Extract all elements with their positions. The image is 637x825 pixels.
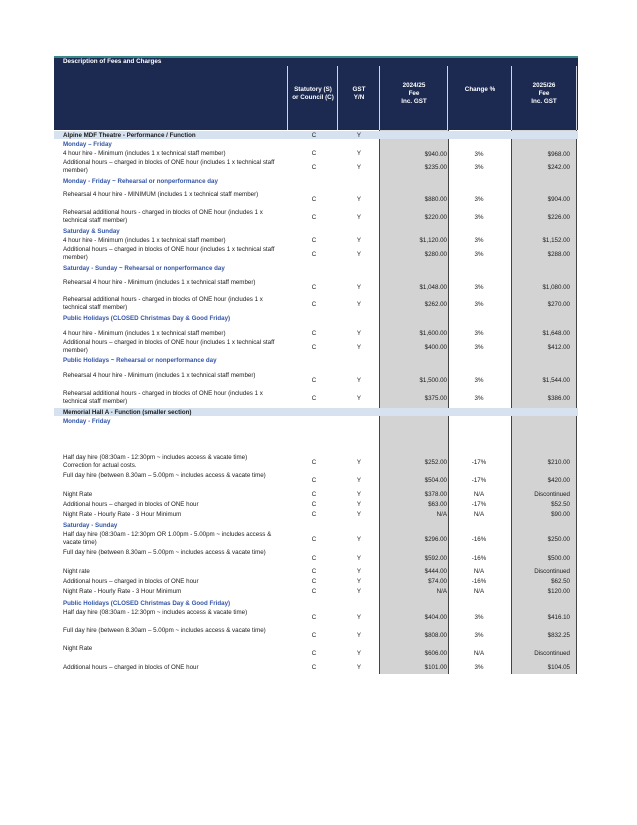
fee-2024-cell: $400.00 [424,344,447,351]
fee-2024-cell: $235.00 [424,164,447,171]
header-separator [576,66,577,130]
statutory-cell: C [311,284,317,291]
header-fee-2024: 2024/25 Fee Inc. GST [401,82,427,105]
subheading: Public Holidays (CLOSED Christmas Day & Good Friday) [63,315,231,322]
change-cell: 3% [474,614,484,621]
gst-cell: Y [356,568,362,575]
fee-2025-cell: $832.25 [547,632,570,639]
fee-2025-cell: $288.00 [547,251,570,258]
change-cell: 3% [474,344,484,351]
fee-2025-cell: $242.00 [547,164,570,171]
description-cell: Night Rate - Hourly Rate - 3 Hour Minimum [63,588,182,595]
statutory-cell: C [311,164,317,171]
fee-2025-cell: $1,152.00 [542,237,570,244]
fee-2024-cell: N/A [436,511,447,518]
gst-cell: Y [356,150,362,157]
subheading: Saturday - Sunday ~ Rehearsal or nonperformance day [63,265,225,272]
fee-2024-cell: $378.00 [424,491,447,498]
fee-2025-cell: $1,080.00 [542,284,570,291]
fee-2024-cell: $504.00 [424,477,447,484]
gst-cell: Y [356,284,362,291]
gst-cell: Y [356,131,362,139]
header-fee-2025: 2025/26 Fee Inc. GST [531,82,557,105]
change-cell: 3% [474,237,484,244]
gst-cell: Y [356,395,362,402]
statutory-cell: C [311,614,317,621]
description-cell: Additional hours – charged in blocks of ONE hour [63,578,199,585]
change-cell: N/A [473,491,485,498]
gst-cell: Y [356,614,362,621]
description-cell: Additional hours – charged in blocks of ONE hour (includes 1 x technical staff member) [63,339,275,354]
section-title: Memorial Hall A - Function (smaller section) [63,408,192,416]
gst-cell: Y [356,650,362,657]
statutory-cell: C [311,491,317,498]
change-cell: 3% [474,284,484,291]
subheading: Saturday & Sunday [63,228,120,235]
change-cell: 3% [474,301,484,308]
fee-2025-cell: Discontinued [534,491,570,498]
description-cell: 4 hour hire - Minimum (includes 1 x technical staff member) [63,150,226,157]
change-cell: N/A [473,511,485,518]
change-cell: -16% [471,578,487,585]
fee-2025-cell: Discontinued [534,568,570,575]
description-cell: Half day hire (08:30am - 12:30pm OR 1.00pm - 5.00pm ~ includes access & vacate time) [63,531,272,546]
fee-2025-cell: $968.00 [547,151,570,158]
statutory-cell: C [311,588,317,595]
gst-cell: Y [356,578,362,585]
description-cell: Rehearsal additional hours - charged in blocks of ONE hour (includes 1 x technical staff member) [63,296,263,311]
statutory-cell: C [311,330,317,337]
fee-2024-cell: $404.00 [424,614,447,621]
statutory-cell: C [311,251,317,258]
description-cell: Rehearsal 4 hour hire - MINIMUM (includes 1 x technical staff member) [63,191,259,198]
subheading: Monday – Friday [63,141,112,148]
fee-2025-cell: $250.00 [547,536,570,543]
statutory-cell: C [311,214,317,221]
change-cell: N/A [473,568,485,575]
change-cell: 3% [474,632,484,639]
gst-cell: Y [356,214,362,221]
change-cell: 3% [474,664,484,671]
fee-2025-cell: $500.00 [547,555,570,562]
statutory-cell: C [311,301,317,308]
subheading: Saturday - Sunday [63,522,118,529]
description-cell: 4 hour hire - Minimum (includes 1 x technical staff member) [63,237,226,244]
fee-2025-cell: $104.05 [547,664,570,671]
description-cell: Additional hours – charged in blocks of ONE hour (includes 1 x technical staff member) [63,246,275,261]
statutory-cell: C [311,568,317,575]
statutory-cell: C [311,501,317,508]
description-cell: Half day hire (08:30am - 12:30pm ~ includes access & vacate time) [63,609,248,616]
description-cell: Half day hire (08:30am - 12:30pm ~ includes access & vacate time) Correction for actual costs. [63,454,248,469]
fee-2024-cell: $444.00 [424,568,447,575]
change-cell: 3% [474,330,484,337]
description-cell: Rehearsal additional hours - charged in blocks of ONE hour (includes 1 x technical staff member) [63,390,263,405]
change-cell: 3% [474,214,484,221]
change-cell: 3% [474,395,484,402]
fee-2024-cell: $606.00 [424,650,447,657]
description-cell: Rehearsal additional hours - charged in blocks of ONE hour (includes 1 x technical staff member) [63,209,263,224]
fee-2025-cell: $120.00 [547,588,570,595]
fee-2025-cell: $1,648.00 [542,330,570,337]
change-cell: N/A [473,588,485,595]
fee-2024-cell: $940.00 [424,151,447,158]
gst-cell: Y [356,588,362,595]
fee-2025-cell: $210.00 [547,459,570,466]
section-title: Alpine MDF Theatre - Performance / Function [63,131,196,139]
gst-cell: Y [356,511,362,518]
statutory-cell: C [311,578,317,585]
statutory-cell: C [311,150,317,157]
fee-2025-cell: $904.00 [547,196,570,203]
gst-cell: Y [356,664,362,671]
fee-2024-cell: $808.00 [424,632,447,639]
subheading: Monday - Friday ~ Rehearsal or nonperformance day [63,178,218,185]
description-cell: Additional hours – charged in blocks of ONE hour [63,501,199,508]
description-cell: Night Rate [63,491,93,498]
fee-2024-cell: $592.00 [424,555,447,562]
fee-2025-cell: $270.00 [547,301,570,308]
gst-cell: Y [356,237,362,244]
change-cell: 3% [474,251,484,258]
change-cell: 3% [474,377,484,384]
description-cell: Full day hire (between 8.30am – 5.00pm ~ includes access & vacate time) [63,472,266,479]
description-cell: Rehearsal 4 hour hire - Minimum (includes 1 x technical staff member) [63,279,256,286]
gst-cell: Y [356,501,362,508]
fee-2024-cell: $375.00 [424,395,447,402]
change-cell: 3% [474,164,484,171]
change-cell: N/A [473,650,485,657]
header-change: Change % [464,86,496,93]
gst-cell: Y [356,477,362,484]
description-cell: Full day hire (between 8.30am – 5.00pm ~ includes access & vacate time) [63,627,266,634]
statutory-cell: C [311,477,317,484]
gst-cell: Y [356,555,362,562]
change-cell: 3% [474,196,484,203]
fee-2024-cell: $252.00 [424,459,447,466]
change-cell: -17% [471,477,487,484]
gst-cell: Y [356,536,362,543]
gst-cell: Y [356,330,362,337]
statutory-cell: C [311,344,317,351]
header-gst: GST Y/N [352,86,366,101]
gst-cell: Y [356,632,362,639]
gst-cell: Y [356,491,362,498]
fee-2025-cell: $386.00 [547,395,570,402]
gst-cell: Y [356,164,362,171]
fee-2024-cell: $1,048.00 [419,284,447,291]
fee-2024-cell: $1,500.00 [419,377,447,384]
fee-2024-cell: $63.00 [428,501,447,508]
statutory-cell: C [311,377,317,384]
fee-2024-cell: $74.00 [428,578,447,585]
change-cell: 3% [474,151,484,158]
fee-2025-cell: $90.00 [551,511,570,518]
description-cell: Night Rate [63,645,93,652]
statutory-cell: C [311,632,317,639]
statutory-cell: C [311,131,317,139]
description-cell: Rehearsal 4 hour hire - Minimum (includes 1 x technical staff member) [63,372,256,379]
statutory-cell: C [311,555,317,562]
fee-2025-cell: $416.10 [547,614,570,621]
statutory-cell: C [311,459,317,466]
change-cell: -17% [471,501,487,508]
statutory-cell: C [311,650,317,657]
subheading: Public Holidays (CLOSED Christmas Day & Good Friday) [63,600,231,607]
fee-2024-cell: $1,120.00 [419,237,447,244]
table-title: Description of Fees and Charges [63,58,162,65]
fee-2025-cell: $412.00 [547,344,570,351]
statutory-cell: C [311,511,317,518]
fee-2024-cell: N/A [436,588,447,595]
description-cell: Additional hours – charged in blocks of ONE hour (includes 1 x technical staff member) [63,159,275,174]
fee-2025-cell: $1,544.00 [542,377,570,384]
header-statutory: Statutory (S) or Council (C) [292,86,334,101]
fee-2025-cell: $62.50 [551,578,570,585]
fee-2024-cell: $1,600.00 [419,330,447,337]
fee-2024-cell: $220.00 [424,214,447,221]
change-cell: -16% [471,555,487,562]
fee-2025-cell: Discontinued [534,650,570,657]
gst-cell: Y [356,301,362,308]
subheading: Public Holidays ~ Rehearsal or nonperformance day [63,357,217,364]
gst-cell: Y [356,344,362,351]
description-cell: 4 hour hire - Minimum (includes 1 x technical staff member) [63,330,226,337]
fee-2025-cell: $226.00 [547,214,570,221]
statutory-cell: C [311,664,317,671]
fee-2025-cell: $52.50 [551,501,570,508]
fee-2025-cell: $420.00 [547,477,570,484]
fee-2024-cell: $101.00 [424,664,447,671]
fee-2024-cell: $280.00 [424,251,447,258]
subheading: Monday - Friday [63,418,111,425]
gst-cell: Y [356,459,362,466]
change-cell: -16% [471,536,487,543]
statutory-cell: C [311,237,317,244]
fee-2024-cell: $296.00 [424,536,447,543]
statutory-cell: C [311,395,317,402]
description-cell: Night rate [63,568,90,575]
description-cell: Additional hours – charged in blocks of ONE hour [63,664,199,671]
change-cell: -17% [471,459,487,466]
statutory-cell: C [311,536,317,543]
fee-2024-cell: $880.00 [424,196,447,203]
gst-cell: Y [356,196,362,203]
gst-cell: Y [356,377,362,384]
gst-cell: Y [356,251,362,258]
statutory-cell: C [311,196,317,203]
description-cell: Night Rate - Hourly Rate - 3 Hour Minimum [63,511,182,518]
fee-2024-cell: $262.00 [424,301,447,308]
description-cell: Full day hire (between 8.30am – 5.00pm ~ includes access & vacate time) [63,549,266,556]
